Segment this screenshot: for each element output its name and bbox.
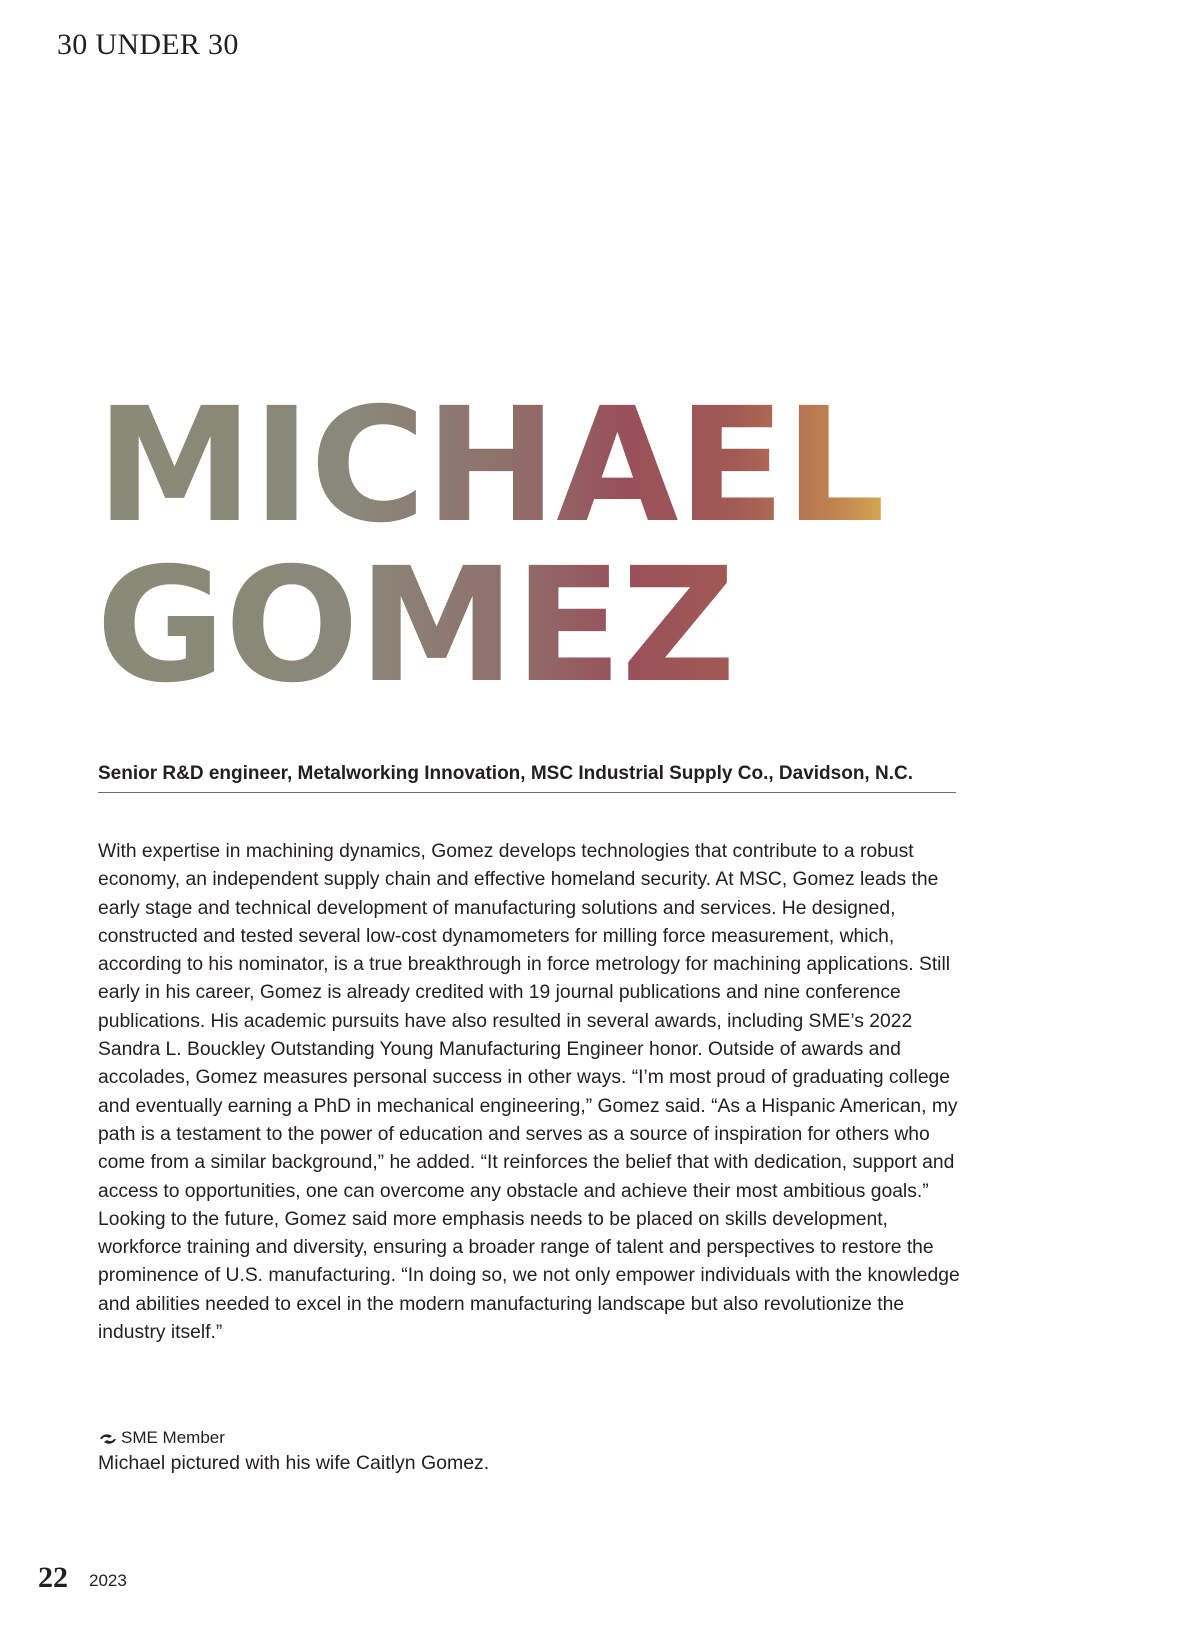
first-name: MICHAEL xyxy=(96,374,885,558)
job-title: Senior R&D engineer, Metalworking Innovation, MSC Industrial Supply Co., Davidson, N.C. xyxy=(98,762,956,793)
section-label: 30 UNDER 30 xyxy=(57,28,239,61)
member-badge xyxy=(98,1428,225,1448)
page-year: 2023 xyxy=(89,1571,127,1590)
page-number: 22 xyxy=(38,1561,68,1594)
bio-paragraph: With expertise in machining dynamics, Gomez develops technologies that contribute to a robust economy, an independent supply chain and effective homeland security. At MSC, Gomez leads the early stage and technical development of manufacturing solutions and services. He designed, constructed and tested several low-cost dynamometers for milling force measurement, which, according to his nominator, is a true breakthrough in force metrology for machining applications. Still early in his career, Gomez is already credited with 19 journal publications and nine conference publications. His academic pursuits have also resulted in several awards, including SME’s 2022 Sandra L. Bouckley Outstanding Young Manufacturing Engineer honor. Outside of awards and accolades, Gomez measures personal success in other ways. “I’m most proud of graduating college and eventually earning a PhD in mechanical engineering,” Gomez said. “As a Hispanic American, my path is a testament to the power of education and serves as a source of inspiration for others who come from a similar background,” he added. “It reinforces the belief that with dedication, support and access to opportunities, one can overcome any obstacle and achieve their most ambitious goals.” Looking to the future, Gomez said more emphasis needs to be placed on skills development, workforce training and diversity, ensuring a broader range of talent and perspectives to restore the prominence of U.S. manufacturing. “In doing so, we not only empower individuals with the knowledge and abilities needed to excel in the modern manufacturing landscape but also revolutionize the industry itself.” xyxy=(98,841,960,1344)
profile-name xyxy=(96,374,896,718)
photo-caption: Michael pictured with his wife Caitlyn Gomez. xyxy=(98,1452,490,1474)
sme-logo-icon xyxy=(98,1431,118,1445)
member-label: SME Member xyxy=(121,1428,225,1447)
last-name: GOMEZ xyxy=(96,534,735,718)
